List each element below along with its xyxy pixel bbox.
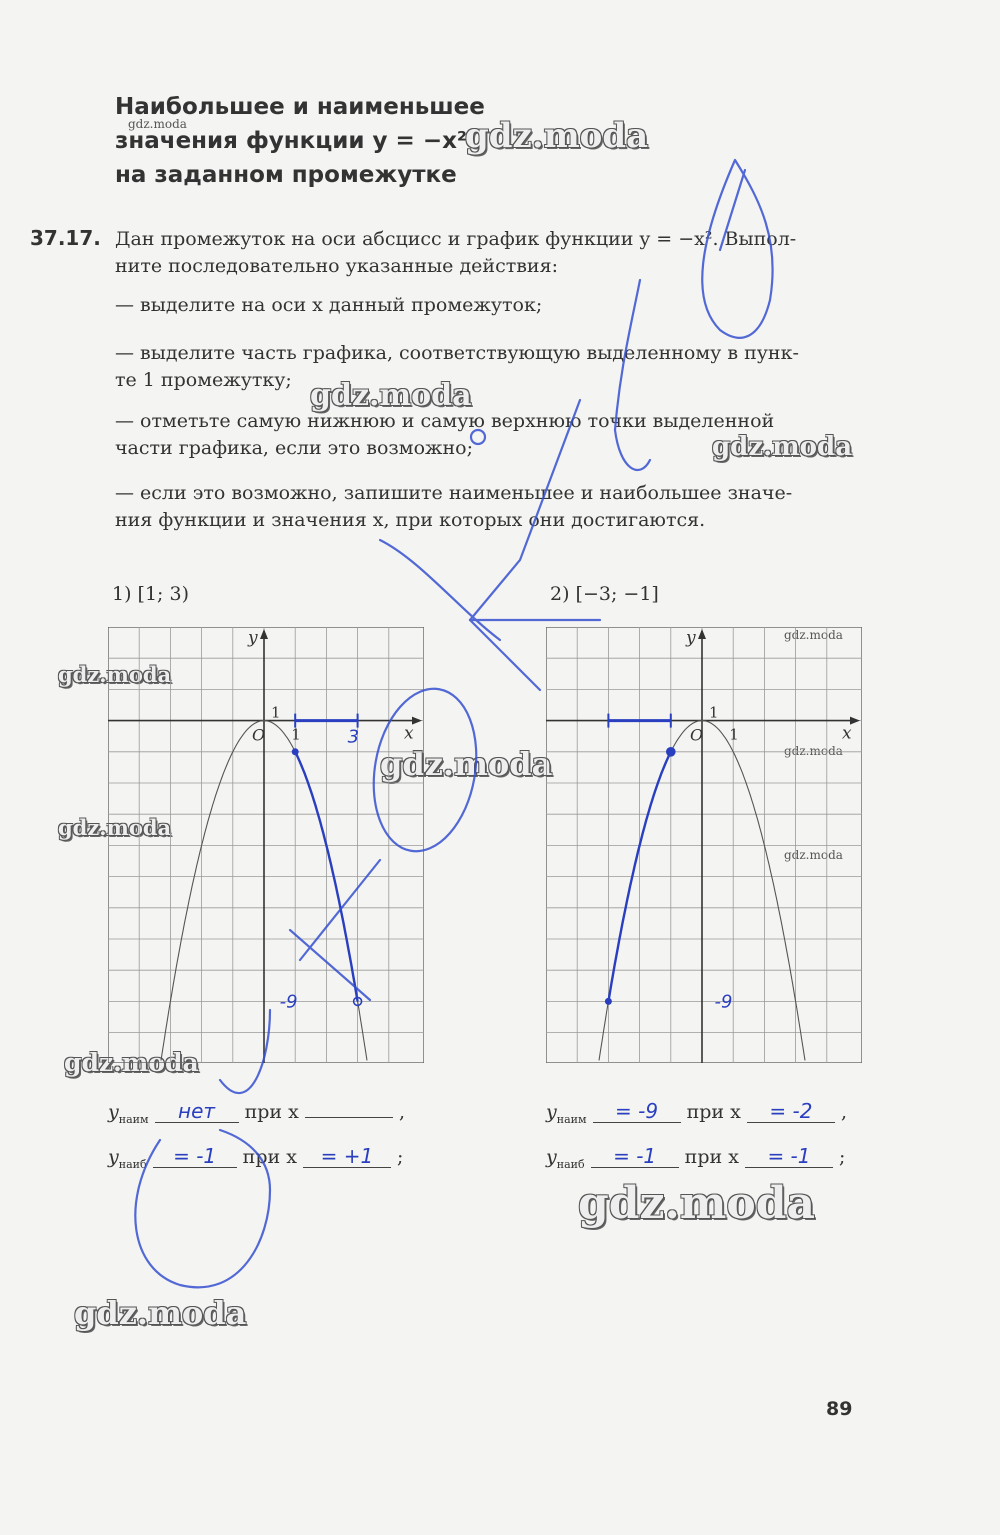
answer-punct: , xyxy=(398,1101,405,1123)
x-tick-label: 1 xyxy=(729,725,739,744)
graph-1-label: 1) [1; 3) xyxy=(112,583,189,605)
answer-at: при x xyxy=(242,1146,297,1168)
task-intro-line: ните последовательно указанные действия: xyxy=(115,255,558,277)
y-axis-arrow xyxy=(260,629,268,639)
watermark: gdz.moda xyxy=(465,116,649,156)
y-axis-arrow xyxy=(698,629,706,639)
max-x-field[interactable]: = +1 xyxy=(303,1145,391,1168)
answer-var: y xyxy=(108,1146,119,1168)
task-step-4 xyxy=(115,480,865,534)
x-tick-label: 1 xyxy=(291,725,301,744)
answer-punct: ; xyxy=(397,1146,404,1168)
task-step-3 xyxy=(115,408,865,462)
endpoint-dot xyxy=(667,748,675,756)
endpoint-dot xyxy=(292,748,299,755)
answer-min-2 xyxy=(546,1100,847,1126)
task-step-line: — выделите на оси x данный промежуток; xyxy=(115,294,543,316)
x-axis-label: x xyxy=(842,723,852,744)
answer-var: y xyxy=(546,1146,557,1168)
origin-label: O xyxy=(690,725,704,745)
min-value-field[interactable]: = -9 xyxy=(593,1100,681,1123)
task-step-line: — выделите часть графика, соответствующую выделенному в пунк- xyxy=(115,342,799,364)
watermark: gdz.moda xyxy=(578,1178,816,1229)
hand-mark: 3 xyxy=(347,726,360,748)
watermark: gdz.moda xyxy=(58,815,172,840)
task-step-line: части графика, если это возможно; xyxy=(115,437,473,459)
min-x-field[interactable] xyxy=(305,1117,393,1118)
heading-line-2: значения функции y = −x² xyxy=(115,128,468,154)
graph-2 xyxy=(546,627,862,1063)
max-x-field[interactable]: = -1 xyxy=(745,1145,833,1168)
watermark: gdz.moda xyxy=(64,1048,199,1077)
y-axis-label: y xyxy=(686,628,696,648)
task-step-line: — отметьте самую нижнюю и самую верхнюю точки выделенной xyxy=(115,410,775,432)
y-axis-label: y xyxy=(248,628,258,648)
watermark: gdz.moda xyxy=(74,1294,247,1332)
graph-1 xyxy=(108,627,424,1063)
watermark: gdz.moda xyxy=(380,745,553,783)
watermark: gdz.moda xyxy=(58,662,172,687)
y-tick-label: 1 xyxy=(271,703,281,722)
answer-at: при x xyxy=(686,1101,741,1123)
watermark: gdz.moda xyxy=(310,378,472,413)
task-intro-line: Дан промежуток на оси абсцисс и график функции y = −x². Выпол- xyxy=(115,228,797,250)
task-number: 37.17. xyxy=(30,226,101,250)
watermark: gdz.moda xyxy=(784,848,843,862)
section-heading xyxy=(115,90,485,192)
min-value-field[interactable]: нет xyxy=(155,1100,239,1123)
endpoint-dot xyxy=(605,998,612,1005)
task-step-line: — если это возможно, запишите наименьшее и наибольшее значе- xyxy=(115,482,793,504)
max-value-field[interactable]: = -1 xyxy=(153,1145,237,1168)
answer-at: при x xyxy=(684,1146,739,1168)
hand-mark: -9 xyxy=(714,991,733,1013)
graph-2-label: 2) [−3; −1] xyxy=(550,583,659,605)
answer-var: y xyxy=(108,1101,119,1123)
hand-mark: -9 xyxy=(279,991,298,1013)
watermark: gdz.moda xyxy=(712,432,853,462)
answer-sub: наим xyxy=(118,1112,149,1126)
task-intro xyxy=(115,226,865,280)
answer-punct: ; xyxy=(839,1146,846,1168)
answer-sub: наим xyxy=(556,1112,587,1126)
answer-max-1 xyxy=(108,1145,403,1171)
task-step-line: ния функции и значения x, при которых они достигаются. xyxy=(115,509,706,531)
watermark: gdz.moda xyxy=(784,744,843,758)
y-tick-label: 1 xyxy=(709,703,719,722)
task-step-line: те 1 промежутку; xyxy=(115,369,292,391)
origin-label: O xyxy=(252,725,266,745)
watermark: gdz.moda xyxy=(784,628,843,642)
min-x-field[interactable]: = -2 xyxy=(747,1100,835,1123)
heading-line-1: Наибольшее и наименьшее xyxy=(115,94,485,120)
answer-sub: наиб xyxy=(556,1157,585,1171)
heading-line-3: на заданном промежутке xyxy=(115,162,457,188)
watermark: gdz.moda xyxy=(128,117,187,131)
max-value-field[interactable]: = -1 xyxy=(591,1145,679,1168)
answer-punct: , xyxy=(840,1101,847,1123)
answer-at: при x xyxy=(244,1101,299,1123)
answer-sub: наиб xyxy=(118,1157,147,1171)
page-number: 89 xyxy=(826,1398,853,1420)
task-step-1 xyxy=(115,292,865,319)
answer-min-1 xyxy=(108,1100,405,1126)
answer-max-2 xyxy=(546,1145,845,1171)
answer-var: y xyxy=(546,1101,557,1123)
task-step-2 xyxy=(115,340,865,394)
x-axis-label: x xyxy=(404,723,414,744)
